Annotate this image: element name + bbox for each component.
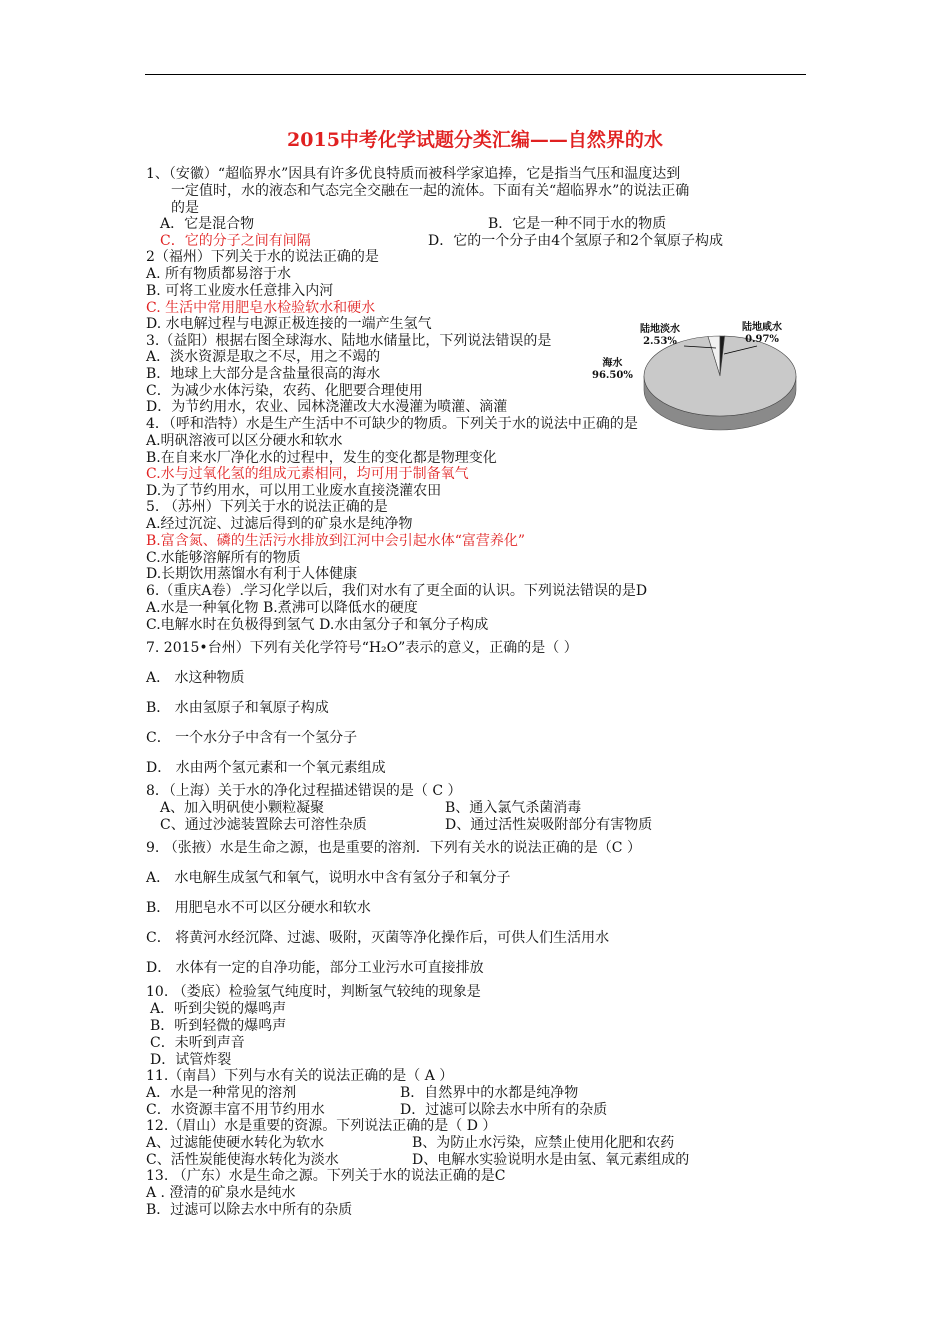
text-line: D． 水体有一定的自净功能，部分工业污水可直接排放 (146, 960, 484, 976)
text-line: 12.（眉山）水是重要的资源。下列说法正确的是（ D ） (146, 1118, 497, 1134)
text-line: B、通入氯气杀菌消毒 (445, 800, 582, 816)
salt-water-name: 陆地咸水 (742, 322, 782, 333)
text-line: D．试管炸裂 (150, 1052, 232, 1068)
text-line: 9. （张掖）水是生命之源，也是重要的溶剂．下列有关水的说法正确的是（C ） (146, 840, 641, 856)
text-line: B．地球上大部分是含盐量很高的海水 (146, 366, 381, 382)
text-line: A. 所有物质都易溶于水 (146, 266, 292, 282)
text-line: B．听到轻微的爆鸣声 (150, 1018, 287, 1034)
text-line: A、过滤能使硬水转化为软水 (146, 1135, 325, 1151)
text-line: C．未听到声音 (150, 1035, 245, 1051)
text-line: 一定值时，水的液态和气态完全交融在一起的流体。下面有关“超临界水”的说法正确 (171, 183, 690, 199)
sea-water-name: 海水 (602, 358, 623, 369)
text-line: D．为节约用水，农业、园林浇灌改大水漫灌为喷灌、滴灌 (146, 399, 508, 415)
water-pie-chart (592, 318, 822, 436)
text-line: D、电解水实验说明水是由氢、氧元素组成的 (412, 1152, 690, 1168)
text-line: A.水是一种氧化物 B.煮沸可以降低水的硬度 (146, 600, 418, 616)
header-rule (145, 74, 806, 75)
text-line: D、通过活性炭吸附部分有害物质 (445, 817, 653, 833)
text-line: 13. （广东）水是生命之源。下列关于水的说法正确的是C (146, 1168, 506, 1184)
text-line: C．为减少水体污染，农药、化肥要合理使用 (146, 383, 423, 399)
text-line: B、为防止水污染，应禁止使用化肥和农药 (412, 1135, 675, 1151)
page-title: 2015中考化学试题分类汇编——自然界的水 (287, 129, 663, 151)
text-line: 10. （娄底）检验氢气纯度时，判断氢气较纯的现象是 (146, 984, 481, 1000)
text-line: A． 水这种物质 (146, 670, 245, 686)
text-line: D．它的一个分子由4个氢原子和2个氧原子构成 (428, 233, 724, 249)
text-line: C、通过沙滤装置除去可溶性杂质 (160, 817, 367, 833)
text-line: 4．（呼和浩特）水是生产生活中不可缺少的物质。下列关于水的说法中正确的是 (146, 416, 638, 432)
text-line: C． 将黄河水经沉降、过滤、吸附，灭菌等净化操作后，可供人们生活用水 (146, 930, 610, 946)
text-line: B. 可将工业废水任意排入内河 (146, 283, 334, 299)
text-line: B．自然界中的水都是纯净物 (400, 1085, 579, 1101)
text-line: A．淡水资源是取之不尽，用之不竭的 (146, 349, 381, 365)
text-line: 6.（重庆A卷）.学习化学以后，我们对水有了更全面的认识。下列说法错误的是D (146, 583, 648, 599)
text-line: B.富含氮、磷的生活污水排放到江河中会引起水体“富营养化” (146, 533, 526, 549)
text-line: A、加入明矾使小颗粒凝聚 (160, 800, 325, 816)
text-line: B．过滤可以除去水中所有的杂质 (146, 1202, 353, 1218)
text-line: A.经过沉淀、过滤后得到的矿泉水是纯净物 (146, 516, 413, 532)
text-line: 7. 2015•台州）下列有关化学符号“H₂O”表示的意义，正确的是（ ） (146, 640, 578, 656)
text-line: 5. （苏州）下列关于水的说法正确的是 (146, 499, 388, 515)
text-line: D. 水电解过程与电源正极连接的一端产生氢气 (146, 316, 432, 332)
text-line: C、活性炭能使海水转化为淡水 (146, 1152, 339, 1168)
text-line: A．水是一种常见的溶剂 (146, 1085, 297, 1101)
fresh-water-name: 陆地淡水 (640, 324, 680, 335)
text-line: B.在自来水厂净化水的过程中，发生的变化都是物理变化 (146, 450, 497, 466)
label-sea-water (592, 358, 633, 382)
text-line: C．它的分子之间有间隔 (160, 233, 311, 249)
text-line: 1、（安徽）“超临界水”因具有许多优良特质而被科学家追捧，它是指当气压和温度达到 (146, 166, 681, 182)
label-fresh-water (640, 324, 680, 348)
text-line: 11.（南昌）下列与水有关的说法正确的是（ A ） (146, 1068, 454, 1084)
text-line: A.明矾溶液可以区分硬水和软水 (146, 433, 343, 449)
text-line: A . 澄清的矿泉水是纯水 (146, 1185, 296, 1201)
salt-water-value: 0.97% (745, 334, 779, 345)
text-line: C． 一个水分子中含有一个氢分子 (146, 730, 358, 746)
text-line: C. 生活中常用肥皂水检验软水和硬水 (146, 300, 376, 316)
text-line: A． 水电解生成氢气和氧气，说明水中含有氢分子和氧分子 (146, 870, 511, 886)
text-line: 的是 (171, 200, 199, 216)
text-line: A．听到尖锐的爆鸣声 (150, 1001, 287, 1017)
text-line: 3.（益阳）根据右图全球海水、陆地水储量比，下列说法错误的是 (146, 333, 552, 349)
text-line: D．过滤可以除去水中所有的杂质 (400, 1102, 608, 1118)
text-line: C.水能够溶解所有的物质 (146, 550, 301, 566)
text-line: 8．（上海）关于水的净化过程描述错误的是（ C ） (146, 783, 462, 799)
label-salt-water (742, 322, 782, 346)
text-line: C.电解水时在负极得到氢气 D.水由氢分子和氧分子构成 (146, 617, 489, 633)
text-line: D.为了节约用水，可以用工业废水直接浇灌农田 (146, 483, 442, 499)
text-line: C.水与过氧化氢的组成元素相同，均可用于制备氧气 (146, 466, 469, 482)
text-line: C．水资源丰富不用节约用水 (146, 1102, 325, 1118)
text-line: B． 水由氢原子和氧原子构成 (146, 700, 329, 716)
text-line: D.长期饮用蒸馏水有利于人体健康 (146, 566, 358, 582)
sea-water-value: 96.50% (592, 370, 633, 381)
fresh-water-value: 2.53% (643, 336, 677, 347)
text-line: B．它是一种不同于水的物质 (488, 216, 667, 232)
text-line: D． 水由两个氢元素和一个氧元素组成 (146, 760, 386, 776)
text-line: A．它是混合物 (160, 216, 255, 232)
text-line: B． 用肥皂水不可以区分硬水和软水 (146, 900, 371, 916)
text-line: 2（福州）下列关于水的说法正确的是 (146, 249, 379, 265)
